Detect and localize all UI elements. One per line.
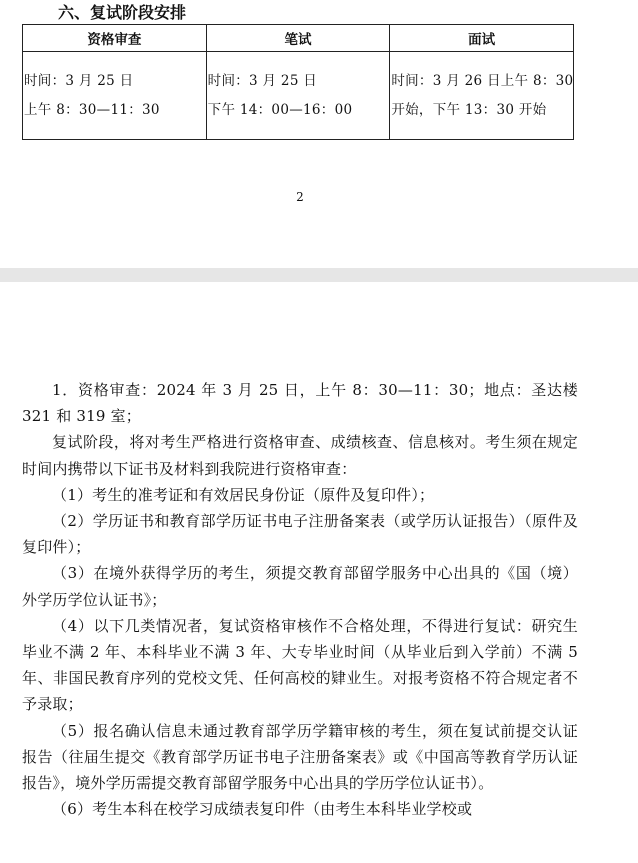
header-written-exam: 笔试	[206, 25, 390, 52]
table-header-row	[23, 25, 574, 52]
list-item: （6）考生本科在校学习成绩表复印件（由考生本科毕业学校或	[52, 800, 473, 819]
document-body	[22, 377, 578, 822]
list-item: （2）学历证书和教育部学历证书电子注册备案表（或学历认证报告）（原件及复印件）；	[22, 512, 578, 557]
table-row	[23, 52, 574, 140]
header-qualification-review: 资格审查	[23, 25, 207, 52]
document-page-top	[0, 0, 638, 268]
cell-line: 开始，下午 13：30 开始	[391, 101, 547, 118]
cell-interview-time	[390, 52, 574, 140]
cell-written-exam-time	[206, 52, 390, 140]
cell-line: 时间：3 月 25 日	[207, 72, 318, 89]
list-item: （5）报名确认信息未通过教育部学历学籍审核的考生，须在复试前提交认证报告（往届生提交《教育部学历证书电子注册备案表》或《中国高等教育学历认证报告》，境外学历需提交教育部留学服务中心出具的学历学位认证书）。	[22, 721, 578, 793]
section-heading: 六、复试阶段安排	[58, 3, 187, 22]
header-interview: 面试	[390, 25, 574, 52]
list-item: （4）以下几类情况者，复试资格审核作不合格处理，不得进行复试：研究生毕业不满 2 年、本科毕业不满 3 年、大专毕业时间（从毕业后到入学前）不满 5 年、非国民教育序列的党校文凭、任何高校的肄业生。对报考资格不符合规定者不予录取；	[22, 616, 578, 714]
list-item: （1）考生的准考证和有效居民身份证（原件及复印件）；	[52, 485, 435, 504]
paragraph-review-intro: 复试阶段，将对考生严格进行资格审查、成绩核查、信息核对。考生须在规定时间内携带以下证书及材料到我院进行资格审查：	[22, 433, 578, 478]
schedule-table	[22, 24, 574, 140]
cell-qualification-review-time	[23, 52, 207, 140]
cell-line: 上午 8：30—11：30	[24, 101, 160, 118]
paragraph-qualification-time: 1．资格审查：2024 年 3 月 25 日，上午 8：30—11：30；地点：圣达楼 321 和 319 室；	[22, 381, 578, 426]
cell-line: 下午 14：00—16：00	[207, 101, 353, 118]
page-separator	[0, 268, 638, 282]
cell-line: 时间：3 月 25 日	[24, 72, 134, 89]
page-number: 2	[296, 190, 304, 204]
list-item: （3）在境外获得学历的考生，须提交教育部留学服务中心出具的《国（境）外学历学位认证书》；	[22, 564, 578, 609]
cell-line: 时间：3 月 26 日上午 8：30	[391, 72, 574, 89]
